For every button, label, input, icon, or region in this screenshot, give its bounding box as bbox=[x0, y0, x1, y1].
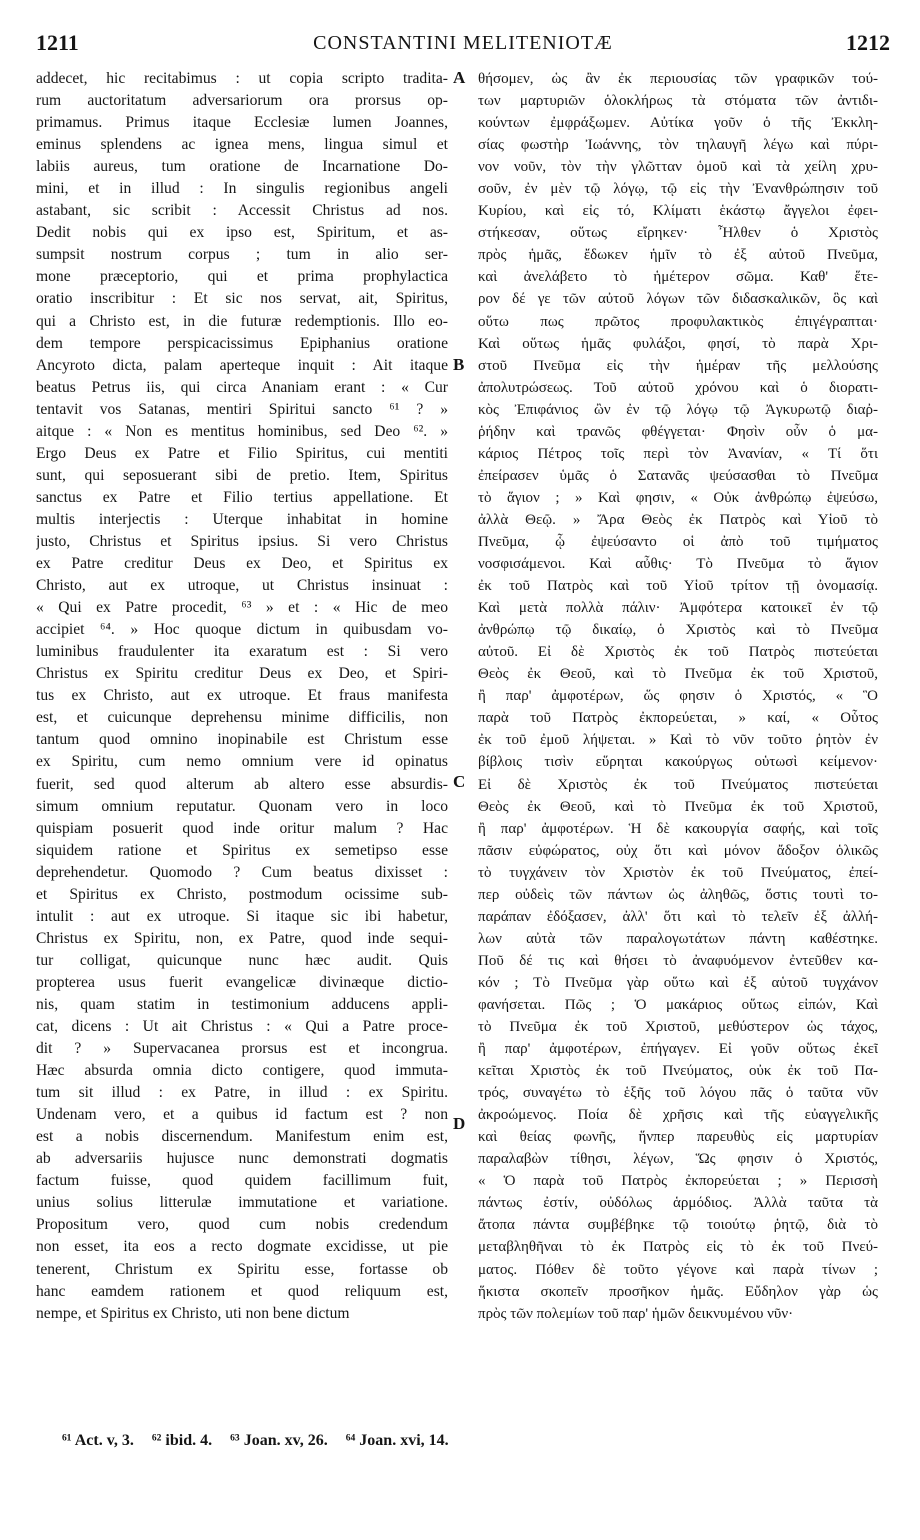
greek-text-line: πρὸς τῶν πολεμίων τοῦ παρ' ἡμῶν δεικνυμένου νῦν· bbox=[478, 1305, 794, 1322]
latin-text-line: intulit : aut ex utroque. Si itaque sic ibi habetur, bbox=[36, 907, 448, 925]
greek-text-line: « Ὁ παρὰ τοῦ Πατρὸς ἐκπορεύεται ; » Περισσὴ bbox=[478, 1173, 878, 1190]
greek-text-line: των μαρτυριῶν ὁλοκλήρως τὰ στόματα τῶν ἀντιδι- bbox=[478, 93, 878, 110]
greek-text-line: Θεὸς ἐκ Θεοῦ, καὶ τὸ Πνεῦμα ἐκ τοῦ Χριστοῦ, bbox=[478, 798, 878, 815]
latin-text-line: luminibus fraudulenter ita exaratum est : Si vero bbox=[36, 643, 448, 661]
section-marker-a: A bbox=[453, 68, 466, 87]
latin-text-line: tus ex Christo, aut ex utroque. Et fraus manifesta bbox=[36, 687, 448, 705]
greek-text-line: στήκεσαν, οὕτως εἴρηκεν· Ἦλθεν ὁ Χριστὸς bbox=[478, 225, 878, 242]
section-marker-d: D bbox=[453, 1114, 466, 1133]
greek-text-line: βίβλοις τισὶν εὕρηται κακούργως οὑτωσὶ κείμενον· bbox=[478, 754, 878, 771]
latin-text-line: sanctus ex Patre et Filio tertius appellatione. Et bbox=[36, 488, 448, 506]
latin-text-line: astabant, sic scribit : Accessit Christus ad nos. bbox=[36, 202, 448, 220]
latin-text-line: aitque : « Non es mentitus hominibus, sed Deo ⁶². » bbox=[36, 422, 448, 440]
greek-text-line: κεῖται Χριστὸς ἐκ τοῦ Πνεύματος, οὐκ ἐκ τοῦ Πα- bbox=[478, 1063, 878, 1080]
greek-text-line: τὸ Πνεῦμα ἐκ τοῦ Χριστοῦ, μεθύστερον ὡς τάχος, bbox=[478, 1019, 878, 1036]
greek-text-line: νοσφισάμενοι. Καὶ αὖθις· Τὸ Πνεῦμα τὸ ἅγιον bbox=[478, 556, 878, 573]
greek-text-line: ἀλλὰ Θεῷ. » Ἄρα Θεὸς ἐκ Πατρὸς καὶ Υἱοῦ τὸ bbox=[478, 511, 878, 528]
footnote: ⁶³ Joan. xv, 26. bbox=[230, 1432, 328, 1449]
greek-text-line: καὶ θείας φωνῆς, ἥνπερ παρευθὺς εἰς μαρτυρίαν bbox=[478, 1129, 878, 1146]
page-number-left: 1211 bbox=[36, 30, 79, 55]
greek-text-line: σοῦν, ἐν μὲν τῷ λόγῳ, τῷ εἰς τὴν Ἐνανθρώπησιν τοῦ bbox=[478, 181, 878, 198]
latin-text-line: deprehendetur. Quomodo ? Cum beatus dixisset : bbox=[36, 863, 448, 881]
greek-text-line: κούντων ἐμφράξωμεν. Αὐτίκα γοῦν ὁ τῆς Ἐκκλη- bbox=[478, 115, 878, 132]
latin-text-line: Christus ex Spiritu, non, ex Patre, quod inde sequi- bbox=[36, 929, 448, 947]
greek-text-line: ἥκιστα σκοπεῖν προσῆκον ἡμᾶς. Εὔδηλον γὰρ ὡς bbox=[478, 1283, 878, 1300]
greek-text-line: Κυρίου, καὶ εἰς τό, Κλίματι ἑκάστῳ ἄγγελοι ἐφει- bbox=[478, 203, 878, 220]
latin-text-line: tenerent, Christum ex Spiritu esse, fortasse ob bbox=[36, 1260, 448, 1278]
latin-text-line: Christo, aut ex utroque, ut Christus insinuat : bbox=[36, 577, 448, 595]
greek-text-line: ῥήδην καὶ τρανῶς φθέγγεται· Φησὶν οὖν ὁ μα- bbox=[478, 423, 878, 440]
greek-text-line: νον νοῦν, τὸν τὴν γλῶτταν ὁμοῦ καὶ τὰ χείλη χρυ- bbox=[478, 159, 878, 176]
footnote: ⁶² ibid. 4. bbox=[151, 1432, 213, 1449]
greek-text-line: τρός, συναγέτω τὸ ἑξῆς τοῦ λόγου πᾶς ὁ ταῦτα νῦν bbox=[478, 1085, 878, 1102]
latin-text-line: multis interjectis : Uterque inhabitat in homine bbox=[36, 510, 448, 528]
latin-text-line: Christus ex Spiritu creditur Deus ex Deo, et Spiri- bbox=[36, 665, 448, 683]
latin-text-line: est a nobis discernendum. Manifestum enim est, bbox=[36, 1128, 448, 1146]
greek-text-line: Ποῦ δέ τις καὶ θήσει τὸ ἀναφυόμενον ἐντεῦθεν κα- bbox=[478, 952, 878, 969]
latin-text-line: fuerit, sed quod alterum ab altero esse absurdis- bbox=[36, 775, 448, 793]
greek-text-line: λων αὐτὰ τῶν παραλογωτάτων πάντη καθέστηκε. bbox=[478, 930, 878, 947]
greek-text-line: πᾶσιν εὐφώρατος, οὐχ ὅτι καὶ μόνον ἄδοξον ὁλικῶς bbox=[478, 842, 878, 859]
latin-text-line: addecet, hic recitabimus : ut copia scripto tradita- bbox=[36, 70, 448, 87]
greek-text-line: ἀκροώμενος. Ποία δὲ χρῆσις καὶ τῆς εὐαγγελικῆς bbox=[478, 1107, 878, 1124]
greek-text-line: ἐκ τοῦ ἐμοῦ λήψεται. » Καὶ τὸ νῦν τοῦτο ῥητὸν ἐν bbox=[478, 732, 878, 749]
greek-text-line: αὐτοῦ. Εἰ δὲ Χριστὸς ἐκ τοῦ Πατρὸς πιστεύεται bbox=[478, 644, 878, 661]
greek-text-line: Θεὸς ἐκ Θεοῦ, καὶ τὸ Πνεῦμα ἐκ τοῦ Χριστοῦ, bbox=[478, 666, 878, 683]
greek-text-line: ἀνθρώπῳ τῷ δικαίῳ, ὁ Χριστὸς καὶ τὸ Πνεῦμα bbox=[478, 622, 878, 639]
greek-text-line: φανήσεται. Πῶς ; Ὁ μακάριος οὕτως εἰπών, Καὶ bbox=[478, 996, 878, 1013]
latin-text-line: ex Spiritu, cum nemo omnium vere id opinatus bbox=[36, 753, 448, 771]
greek-text-line: ἢ παρ' ἀμφοτέρων. Ἡ δὲ κακουργία σαφής, καὶ τοῖς bbox=[478, 820, 878, 837]
greek-text-line: οὕτω πως πρῶτος προφυλακτικὸς ἐπιγέγραπται· bbox=[478, 313, 878, 330]
latin-text-line: nempe, et Spiritus ex Christo, uti non bene dictum bbox=[36, 1304, 350, 1322]
latin-column bbox=[36, 68, 448, 1418]
greek-text-line: ἐπείρασεν ὑμᾶς ὁ Σατανᾶς ψεύσασθαι τὸ Πνεῦμα bbox=[478, 467, 878, 484]
greek-text-line: στοῦ Πνεῦμα εἰς τὴν ἡμέραν τῆς μελλούσης bbox=[478, 357, 878, 374]
greek-text-line: ἢ παρ' ἀμφοτέρων, ἐπήγαγεν. Εἰ γοῦν οὕτως ἐκεῖ bbox=[478, 1041, 878, 1058]
latin-text-line: Ancyroto dicta, palam aperteque inquit : Ait itaque bbox=[36, 356, 448, 374]
latin-text-line: labiis aureus, tum oratione de Incarnatione Do- bbox=[36, 158, 448, 176]
latin-text-line: quispiam posuerit quod inde oritur malum ? Hac bbox=[36, 819, 448, 837]
greek-text-line: κὸς Ἐπιφάνιος ὢν ἐν τῷ λόγῳ τῷ Ἀγκυρωτῷ διαῤ- bbox=[478, 401, 878, 418]
latin-text-line: accipiet ⁶⁴. » Hoc quoque dictum in quibusdam vo- bbox=[36, 621, 448, 639]
page-number-right: 1212 bbox=[846, 30, 890, 55]
greek-text-line: Πνεῦμα, ᾧ ἐψεύσαντο οἱ ἀπὸ τοῦ τιμήματος bbox=[478, 533, 878, 550]
latin-text-line: dit ? » Supervacanea prorsus est et incongrua. bbox=[36, 1040, 448, 1058]
greek-text-line: Καὶ οὕτως ἡμᾶς φυλάξοι, φησί, τὸ παρὰ Χρι- bbox=[478, 335, 878, 352]
latin-text-line: unius solius litterulæ immutatione et variatione. bbox=[36, 1194, 448, 1212]
latin-text-line: sunt, qui seposuerant sibi de pretio. Item, Spiritus bbox=[36, 466, 448, 484]
latin-text-line: et Spiritus ex Christo, postmodum ocissime sub- bbox=[36, 885, 448, 903]
greek-text-line: ἐκ τοῦ Πατρὸς καὶ τοῦ Υἱοῦ τρίτον τῇ ὀνομασίᾳ. bbox=[478, 578, 878, 595]
greek-text-line: πρὸς ἡμᾶς, ἔδωκεν ἡμῖν τὸ ἐξ αὐτοῦ Πνεῦμα, bbox=[478, 247, 878, 264]
latin-text-line: nis, quam statim in testimonium adducens appli- bbox=[36, 995, 448, 1013]
latin-text-line: factum fuisse, quod quidem facillimum fuit, bbox=[36, 1172, 448, 1190]
greek-text-line: σίας φωστὴρ Ἰωάννης, τὸν τηλαυγῆ λέγω καὶ πύρι- bbox=[478, 137, 878, 154]
greek-text-line: ἢ παρ' ἀμφοτέρων, ὥς φησιν ὁ Χριστός, « Ὃ bbox=[478, 688, 878, 705]
greek-text-line: κόν ; Τὸ Πνεῦμα γὰρ οὕτω καὶ ἐξ αὑτοῦ τυγχάνον bbox=[478, 974, 878, 991]
greek-text-line: ρον δέ γε τῶν αὐτοῦ λόγων τῶν διδασκαλικῶν, ὃς καὶ bbox=[478, 291, 878, 308]
page-header bbox=[36, 30, 890, 64]
greek-text-line: περ οὐδεὶς τῶν πάντων ὡς ἀληθῶς, ὅστις τουτὶ το- bbox=[478, 886, 878, 903]
greek-text-line: παράπαν ἐδόξασεν, ἀλλ' ὅτι καὶ τὸ τελεῖν ἐξ ἀλλή- bbox=[478, 908, 878, 925]
latin-text-line: qui a Christo est, in die futuræ redemptionis. Illo eo- bbox=[36, 312, 448, 330]
latin-text-line: rum auctoritatum adversariorum ora prorsus op- bbox=[36, 92, 448, 110]
footnote: ⁶⁴ Joan. xvi, 14. bbox=[345, 1432, 449, 1449]
latin-text-line: tentavit vos Satanas, mentiri Spiritui sancto ⁶¹ ? » bbox=[36, 400, 448, 418]
latin-text-line: propterea usus fuerit evangelicæ divinæque dictio- bbox=[36, 973, 448, 991]
latin-text-line: mone præceptorio, qui et prima prophylactica bbox=[36, 268, 448, 286]
latin-text-line: justo, Christus et Spiritus ipsius. Si vero Christus bbox=[36, 532, 448, 550]
latin-text-line: tantum quod omnino inopinabile est Christum esse bbox=[36, 731, 448, 749]
latin-text-line: Ergo Deus ex Patre et Filio Spiritus, cui mentiti bbox=[36, 444, 448, 462]
greek-text-line: τὸ ἅγιον ; » Καὶ φησιν, « Οὐκ ἀνθρώπῳ ἐψεύσω, bbox=[478, 489, 878, 506]
latin-text-line: primamus. Primus itaque Ecclesiæ lumen Joannes, bbox=[36, 114, 448, 132]
running-title: CONSTANTINI MELITENIOTÆ bbox=[313, 32, 613, 54]
section-marker-b: B bbox=[453, 355, 465, 374]
greek-column bbox=[478, 68, 878, 1418]
latin-text-line: tur colligat, quicunque nunc hæc audit. Quis bbox=[36, 951, 448, 969]
latin-text-line: tum sit illud : ex Patre, in illud : ex Spiritu. bbox=[36, 1084, 448, 1102]
greek-text-line: Καὶ μετὰ πολλὰ πάλιν· Ἀμφότερα κατοικεῖ ἐν τῷ bbox=[478, 600, 878, 617]
latin-text-line: ex Patre creditur Deus ex Deo, et Spiritus ex bbox=[36, 555, 448, 573]
latin-text-line: Hæc absurda omnia dicto contigere, quod immuta- bbox=[36, 1062, 448, 1080]
greek-text-line: μεταβληθῆναι τὸ ἐκ Πατρὸς εἰς τὸ ἐκ τοῦ Πνεύ- bbox=[478, 1239, 878, 1256]
latin-text-line: simum omnium reputatur. Quonam vero in loco bbox=[36, 797, 448, 815]
latin-text-line: cat, dicens : Ut ait Christus : « Qui a Patre proce- bbox=[36, 1018, 448, 1036]
section-marker-c: C bbox=[453, 772, 466, 791]
latin-text-line: Dedit nobis qui ex ipso est, Spiritum, et as- bbox=[36, 224, 448, 242]
latin-text-line: siquidem ratione et Spiritus ex semetipso esse bbox=[36, 841, 448, 859]
latin-text-line: dem tempore perspicacissimus Epiphanius oratione bbox=[36, 334, 448, 352]
footnotes bbox=[62, 1432, 762, 1450]
greek-text-line: παραλαβὼν τίθησι, λέγων, Ὥς φησιν ὁ Χριστός, bbox=[478, 1151, 878, 1168]
greek-text-line: Εἰ δὲ Χριστὸς ἐκ τοῦ Πνεύματος πιστεύεται bbox=[478, 776, 878, 793]
greek-text-line: ματος. Πόθεν δὲ τοῦτο γέγονε καὶ παρὰ τίνων ; bbox=[478, 1261, 878, 1278]
latin-text-line: Undenam vero, et a quibus id factum est ? non bbox=[36, 1106, 448, 1124]
greek-text-line: ἄτοπα πάντα συμβέβηκε τῷ τοιούτῳ ῥητῷ, διὰ τὸ bbox=[478, 1217, 878, 1234]
greek-text-line: ἀπολυτρώσεως. Τοῦ αὐτοῦ χρόνου καὶ ὁ διορατι- bbox=[478, 379, 878, 396]
greek-text-line: παρὰ τοῦ Πατρὸς ἐκπορεύεται, » καί, « Οὗτος bbox=[478, 710, 878, 727]
footnote: ⁶¹ Act. v, 3. bbox=[62, 1432, 134, 1449]
greek-text-line: κάριος Πέτρος τοῖς περὶ τὸν Ἀνανίαν, « Τί ὅτι bbox=[478, 445, 878, 462]
greek-text-line: θήσομεν, ὡς ἂν ἐκ περιουσίας τῶν γραφικῶν τού- bbox=[478, 71, 878, 87]
latin-text-line: est, et cuicunque deprehensu minime difficilis, non bbox=[36, 709, 448, 727]
latin-text-line: beatus Petrus iis, qui circa Ananiam erant : « Cur bbox=[36, 378, 448, 396]
latin-text-line: hanc eamdem rationem et quod reliquum est, bbox=[36, 1282, 448, 1300]
latin-text-line: Propositum vero, quod cum nobis credendum bbox=[36, 1216, 448, 1234]
latin-text-line: non esset, ita eos a recto dogmate excidisse, ut pie bbox=[36, 1238, 448, 1256]
greek-text-line: πάντως ἐστίν, οὐδόλως ἁρμόδιος. Ἀλλὰ ταῦτα τὰ bbox=[478, 1195, 878, 1212]
greek-text-line: καὶ ἀνελάβετο τὸ ἡμέτερον σῶμα. Καθ' ἕτε- bbox=[478, 269, 878, 286]
greek-text-line: τὸ τυγχάνειν τὸν Χριστὸν ἐκ τοῦ Πνεύματος, ἐπεί- bbox=[478, 864, 878, 881]
latin-text-line: mini, et in illud : In singulis regionibus angeli bbox=[36, 180, 448, 198]
latin-text-line: sumpsit nostrum corpus ; tum in alio ser- bbox=[36, 246, 448, 264]
latin-text-line: eminus splendens ac ignea mens, lingua simul et bbox=[36, 136, 448, 154]
latin-text-line: « Qui ex Patre procedit, ⁶³ » et : « Hic de meo bbox=[36, 599, 448, 617]
latin-text-line: oratio inscribitur : Et sic nos servat, ait, Spiritus, bbox=[36, 290, 448, 308]
latin-text-line: ab adversariis hujusce nunc demonstrati dogmatis bbox=[36, 1150, 448, 1168]
